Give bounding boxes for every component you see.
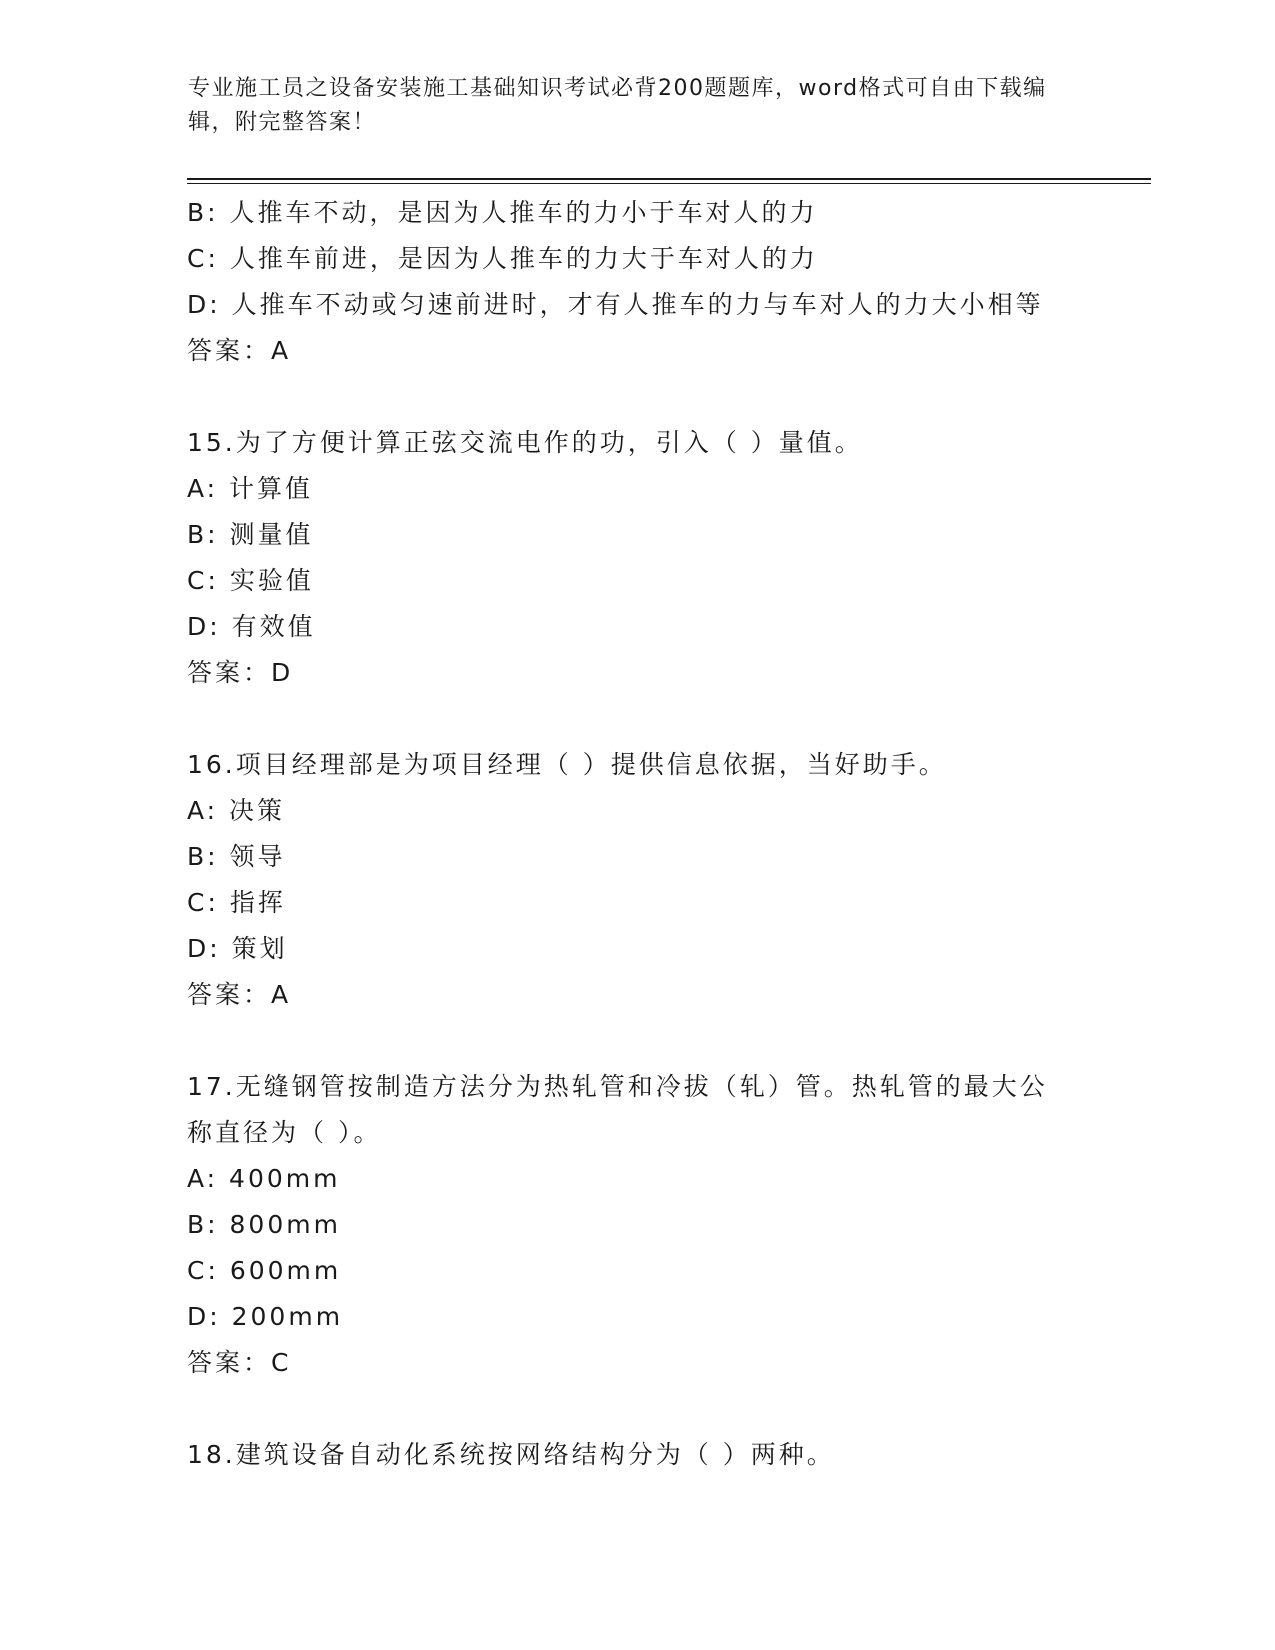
option-d: D: 有效值 bbox=[187, 612, 316, 641]
option-d: D: 策划 bbox=[187, 934, 288, 963]
option-d: D: 200mm bbox=[187, 1302, 344, 1331]
document-header bbox=[188, 72, 1068, 140]
header-divider-thin bbox=[187, 183, 1151, 184]
spacer bbox=[187, 1018, 1087, 1064]
question-stem: 17.无缝钢管按制造方法分为热轧管和冷拔（轧）管。热轧管的最大公称直径为（ ）。 bbox=[187, 1072, 1048, 1147]
question-stem: 18.建筑设备自动化系统按网络结构分为（ ）两种。 bbox=[187, 1440, 835, 1469]
option-b: B: 人推车不动，是因为人推车的力小于车对人的力 bbox=[187, 198, 818, 227]
answer-line: 答案：A bbox=[187, 336, 292, 365]
option-c: C: 600mm bbox=[187, 1256, 342, 1285]
option-c: C: 人推车前进，是因为人推车的力大于车对人的力 bbox=[187, 244, 818, 273]
spacer bbox=[187, 696, 1087, 742]
header-title: 专业施工员之设备安装施工基础知识考试必背200题题库，word格式可自由下载编辑，附完整答案！ bbox=[188, 76, 1047, 135]
option-b: B: 测量值 bbox=[187, 520, 314, 549]
spacer bbox=[187, 1386, 1087, 1432]
option-d: D: 人推车不动或匀速前进时，才有人推车的力与车对人的力大小相等 bbox=[187, 290, 1044, 319]
spacer bbox=[187, 374, 1087, 420]
option-a: A: 决策 bbox=[187, 796, 286, 825]
question-14-continued bbox=[187, 190, 1087, 374]
answer-line: 答案：C bbox=[187, 1348, 292, 1377]
question-15 bbox=[187, 420, 1087, 696]
answer-line: 答案：D bbox=[187, 658, 294, 687]
question-16 bbox=[187, 742, 1087, 1018]
question-stem: 15.为了方便计算正弦交流电作的功，引入（ ）量值。 bbox=[187, 428, 863, 457]
option-a: A: 400mm bbox=[187, 1164, 341, 1193]
question-17 bbox=[187, 1064, 1087, 1386]
option-b: B: 800mm bbox=[187, 1210, 341, 1239]
answer-line: 答案：A bbox=[187, 980, 292, 1009]
question-list bbox=[187, 190, 1087, 1478]
header-divider-thick bbox=[187, 178, 1151, 180]
option-c: C: 指挥 bbox=[187, 888, 286, 917]
option-a: A: 计算值 bbox=[187, 474, 314, 503]
option-b: B: 领导 bbox=[187, 842, 286, 871]
question-stem: 16.项目经理部是为项目经理（ ）提供信息依据，当好助手。 bbox=[187, 750, 947, 779]
question-18 bbox=[187, 1432, 1087, 1478]
option-c: C: 实验值 bbox=[187, 566, 314, 595]
